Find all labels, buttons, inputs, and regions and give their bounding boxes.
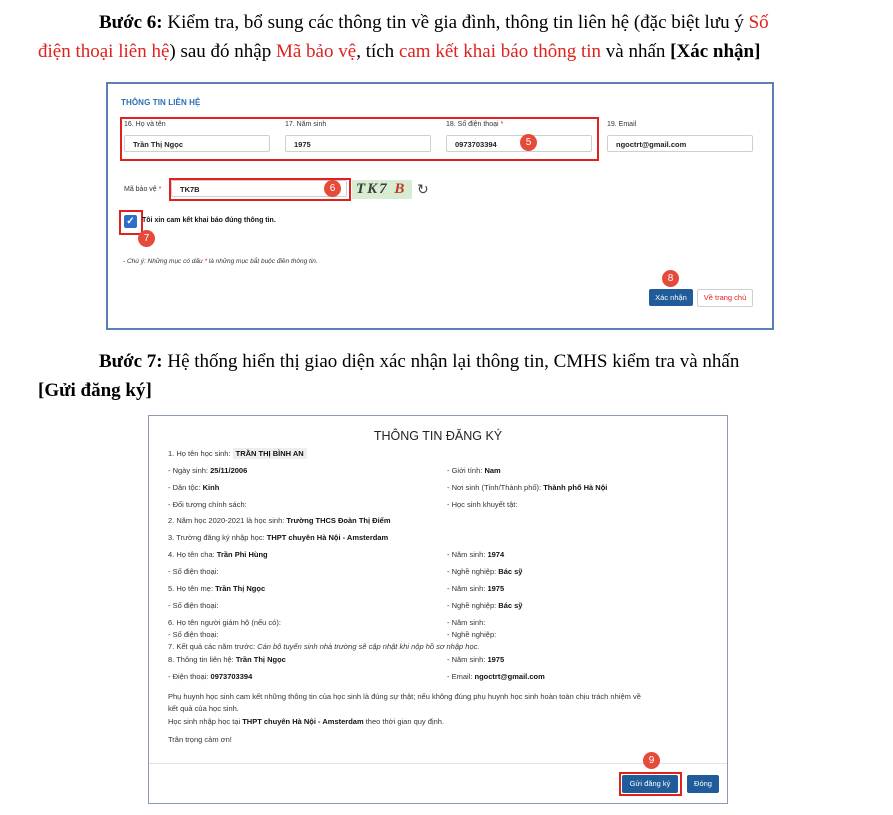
contact-row: 8. Thông tin liên hệ: Trần Thị Ngọc <box>168 655 286 664</box>
father-job-row: - Nghề nghiệp: Bác sỹ <box>447 567 523 576</box>
mother-phone-row: - Số điện thoại: <box>168 601 219 610</box>
guardian-job-row: - Nghề nghiệp: <box>447 630 497 639</box>
step6-paragraph: Bước 6: Kiểm tra, bổ sung các thông tin về gia đình, thông tin liên hệ (đặc biệt lưu ý Số <box>99 12 769 33</box>
commit-checkbox[interactable]: ✓ <box>124 215 137 228</box>
step-badge-7: 7 <box>138 230 155 247</box>
required-note: - Chú ý: Những mục có dấu * là những mục bắt buộc điền thông tin. <box>123 258 318 265</box>
enroll-note: Học sinh nhập học tại THPT chuyên Hà Nội - Amsterdam theo thời gian quy định. <box>168 717 445 726</box>
contact-year-row: - Năm sinh: 1975 <box>447 655 505 664</box>
email-label: 19. Email <box>607 121 637 128</box>
phone-input[interactable]: 0973703394 <box>446 135 592 152</box>
step-badge-5: 5 <box>520 134 537 151</box>
mother-job-row: - Nghề nghiệp: Bác sỹ <box>447 601 523 610</box>
thanks-text: Trân trọng cảm ơn! <box>168 735 232 744</box>
dob-row: - Ngày sinh: 25/11/2006 <box>168 466 248 475</box>
submit-registration-button[interactable]: Gửi đăng ký <box>622 775 678 793</box>
step7-action: [Gửi đăng ký] <box>38 380 152 401</box>
school-year-row: 2. Năm học 2020-2021 là học sinh: Trường THCS Đoàn Thị Điểm <box>168 516 391 525</box>
highlight-checkbox <box>119 210 143 235</box>
birthyear-label: 17. Năm sinh <box>285 121 327 128</box>
close-button[interactable]: Đóng <box>687 775 719 793</box>
home-button[interactable]: Về trang chủ <box>697 289 753 307</box>
birthplace-row: - Nơi sinh (Tỉnh/Thành phố): Thành phố Hà Nội <box>447 483 608 492</box>
step7-paragraph: Bước 7: Hệ thống hiển thị giao diện xác nhận lại thông tin, CMHS kiểm tra và nhấn <box>99 351 740 372</box>
section-title: THÔNG TIN LIÊN HỆ <box>121 98 201 107</box>
commitment-line2: kết quả của học sinh. <box>168 704 239 713</box>
registration-confirm-screenshot <box>148 415 728 804</box>
enroll-school-row: 3. Trường đăng ký nhập học: THPT chuyên Hà Nội - Amsterdam <box>168 533 389 542</box>
contact-phone-row: - Điện thoại: 0973703394 <box>168 672 253 681</box>
guardian-row: 6. Họ tên người giám hộ (nếu có): <box>168 618 281 627</box>
step6-paragraph-line2: điện thoại liên hệ) sau đó nhập Mã bảo vệ, tích cam kết khai báo thông tin và nhấn [Xác nhận] <box>38 41 761 62</box>
footer-divider <box>149 763 727 764</box>
fullname-label: 16. Họ và tên <box>124 121 166 128</box>
confirm-title: THÔNG TIN ĐĂNG KÝ <box>373 429 503 443</box>
step6-label: Bước 6: <box>99 12 163 33</box>
refresh-captcha-icon[interactable]: ↻ <box>417 181 429 197</box>
disabled-row: - Học sinh khuyết tật: <box>447 500 518 509</box>
step7-label: Bước 7: <box>99 351 163 372</box>
father-phone-row: - Số điện thoại: <box>168 567 219 576</box>
highlight-submit-button <box>619 772 682 796</box>
phone-label: 18. Số điện thoại * <box>446 121 504 128</box>
captcha-label: Mã bảo vệ * <box>124 186 162 193</box>
father-row: 4. Họ tên cha: Trần Phi Hùng <box>168 550 268 559</box>
gender-row: - Giới tính: Nam <box>447 466 501 475</box>
step-badge-6: 6 <box>324 180 341 197</box>
commit-label: Tôi xin cam kết khai báo đúng thông tin. <box>142 217 276 224</box>
policy-row: - Đối tượng chính sách: <box>168 500 247 509</box>
confirm-button[interactable]: Xác nhận <box>649 289 693 306</box>
email-input[interactable]: ngoctrt@gmail.com <box>607 135 753 152</box>
ethnic-row: - Dân tộc: Kinh <box>168 483 220 492</box>
guardian-year-row: - Năm sinh: <box>447 618 486 627</box>
contact-email-row: - Email: ngoctrt@gmail.com <box>447 672 545 681</box>
guardian-phone-row: - Số điện thoại: <box>168 630 219 639</box>
captcha-image: TK7 B <box>352 180 412 199</box>
past-results-row: 7. Kết quả các năm trước: Cán bộ tuyển sinh nhà trường sẽ cập nhật khi nộp hồ sơ nhập học. <box>168 642 480 651</box>
captcha-input[interactable]: TK7B <box>171 180 347 197</box>
step-badge-9: 9 <box>643 752 660 769</box>
mother-row: 5. Họ tên mẹ: Trần Thị Ngọc <box>168 584 266 593</box>
step-badge-8: 8 <box>662 270 679 287</box>
fullname-input[interactable]: Trần Thị Ngọc <box>124 135 270 152</box>
student-name-row: 1. Họ tên học sinh: TRẦN THỊ BÌNH AN <box>168 449 307 458</box>
mother-year-row: - Năm sinh: 1975 <box>447 584 505 593</box>
father-year-row: - Năm sinh: 1974 <box>447 550 505 559</box>
commitment-line1: Phụ huynh học sinh cam kết những thông tin của học sinh là đúng sự thật; nếu không đúng phụ huynh học sinh hoàn toàn chịu trách nhiệm về <box>168 692 641 701</box>
birthyear-input[interactable]: 1975 <box>285 135 431 152</box>
contact-form-screenshot <box>106 82 774 330</box>
